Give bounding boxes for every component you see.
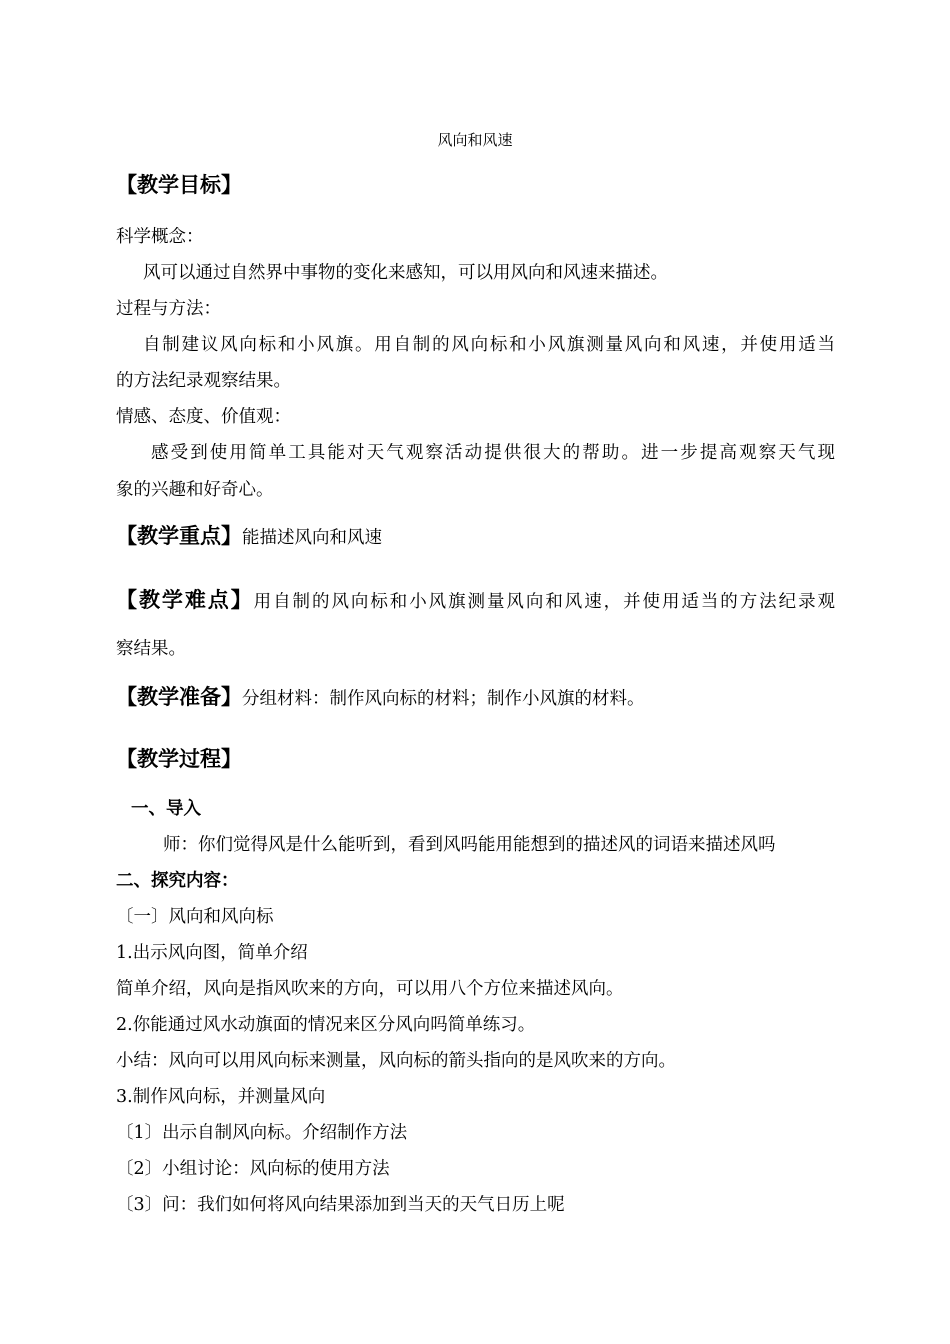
concept-label: 科学概念： <box>116 227 204 247</box>
key-point-heading: 【教学重点】 <box>116 524 242 548</box>
explore-line: 〔3〕问：我们如何将风向结果添加到当天的天气日历上呢 <box>116 1195 565 1215</box>
difficulty-text-line2: 察结果。 <box>116 639 186 659</box>
difficulty-text-line1: 用自制的风向标和小风旗测量风向和风速，并使用适当的方法纪录观 <box>253 592 836 612</box>
explore-line: 3.制作风向标，并测量风向 <box>116 1087 326 1107</box>
preparation-text: 分组材料：制作风向标的材料；制作小风旗的材料。 <box>242 689 645 709</box>
intro-text: 师：你们觉得风是什么能听到，看到风吗能用能想到的描述风的词语来描述风吗 <box>163 835 776 855</box>
explore-heading: 二、探究内容： <box>116 871 239 891</box>
key-point-text: 能描述风向和风速 <box>242 528 382 548</box>
process-method-text-line1: 自制建议风向标和小风旗。用自制的风向标和小风旗测量风向和风速，并使用适当 <box>143 335 835 355</box>
process-method-label: 过程与方法： <box>116 299 221 319</box>
explore-line: 1.出示风向图，简单介绍 <box>116 943 308 963</box>
attitude-text-line1: 感受到使用简单工具能对天气观察活动提供很大的帮助。进一步提高观察天气现 <box>151 443 835 463</box>
preparation-paragraph <box>116 685 645 711</box>
objectives-heading: 【教学目标】 <box>116 173 242 197</box>
explore-line: 〔2〕小组讨论：风向标的使用方法 <box>116 1159 390 1179</box>
preparation-heading: 【教学准备】 <box>116 685 242 709</box>
concept-text: 风可以通过自然界中事物的变化来感知，可以用风向和风速来描述。 <box>143 263 668 283</box>
explore-line: 〔1〕出示自制风向标。介绍制作方法 <box>116 1123 408 1143</box>
explore-line: 〔一〕风向和风向标 <box>116 907 274 927</box>
difficulty-heading: 【教学难点】 <box>116 588 254 612</box>
attitude-text-line2: 象的兴趣和好奇心。 <box>116 480 274 500</box>
explore-line: 2.你能通过风水动旗面的情况来区分风向吗简单练习。 <box>116 1015 536 1035</box>
explore-line: 简单介绍，风向是指风吹来的方向，可以用八个方位来描述风向。 <box>116 979 624 999</box>
difficulty-paragraph-line1 <box>116 588 835 614</box>
document-title: 风向和风速 <box>437 131 513 149</box>
process-heading: 【教学过程】 <box>116 747 242 771</box>
process-method-text-line2: 的方法纪录观察结果。 <box>116 371 291 391</box>
attitude-label: 情感、态度、价值观： <box>116 407 291 427</box>
key-point-paragraph <box>116 524 382 550</box>
intro-heading: 一、导入 <box>131 799 201 819</box>
explore-line: 小结：风向可以用风向标来测量，风向标的箭头指向的是风吹来的方向。 <box>116 1051 676 1071</box>
